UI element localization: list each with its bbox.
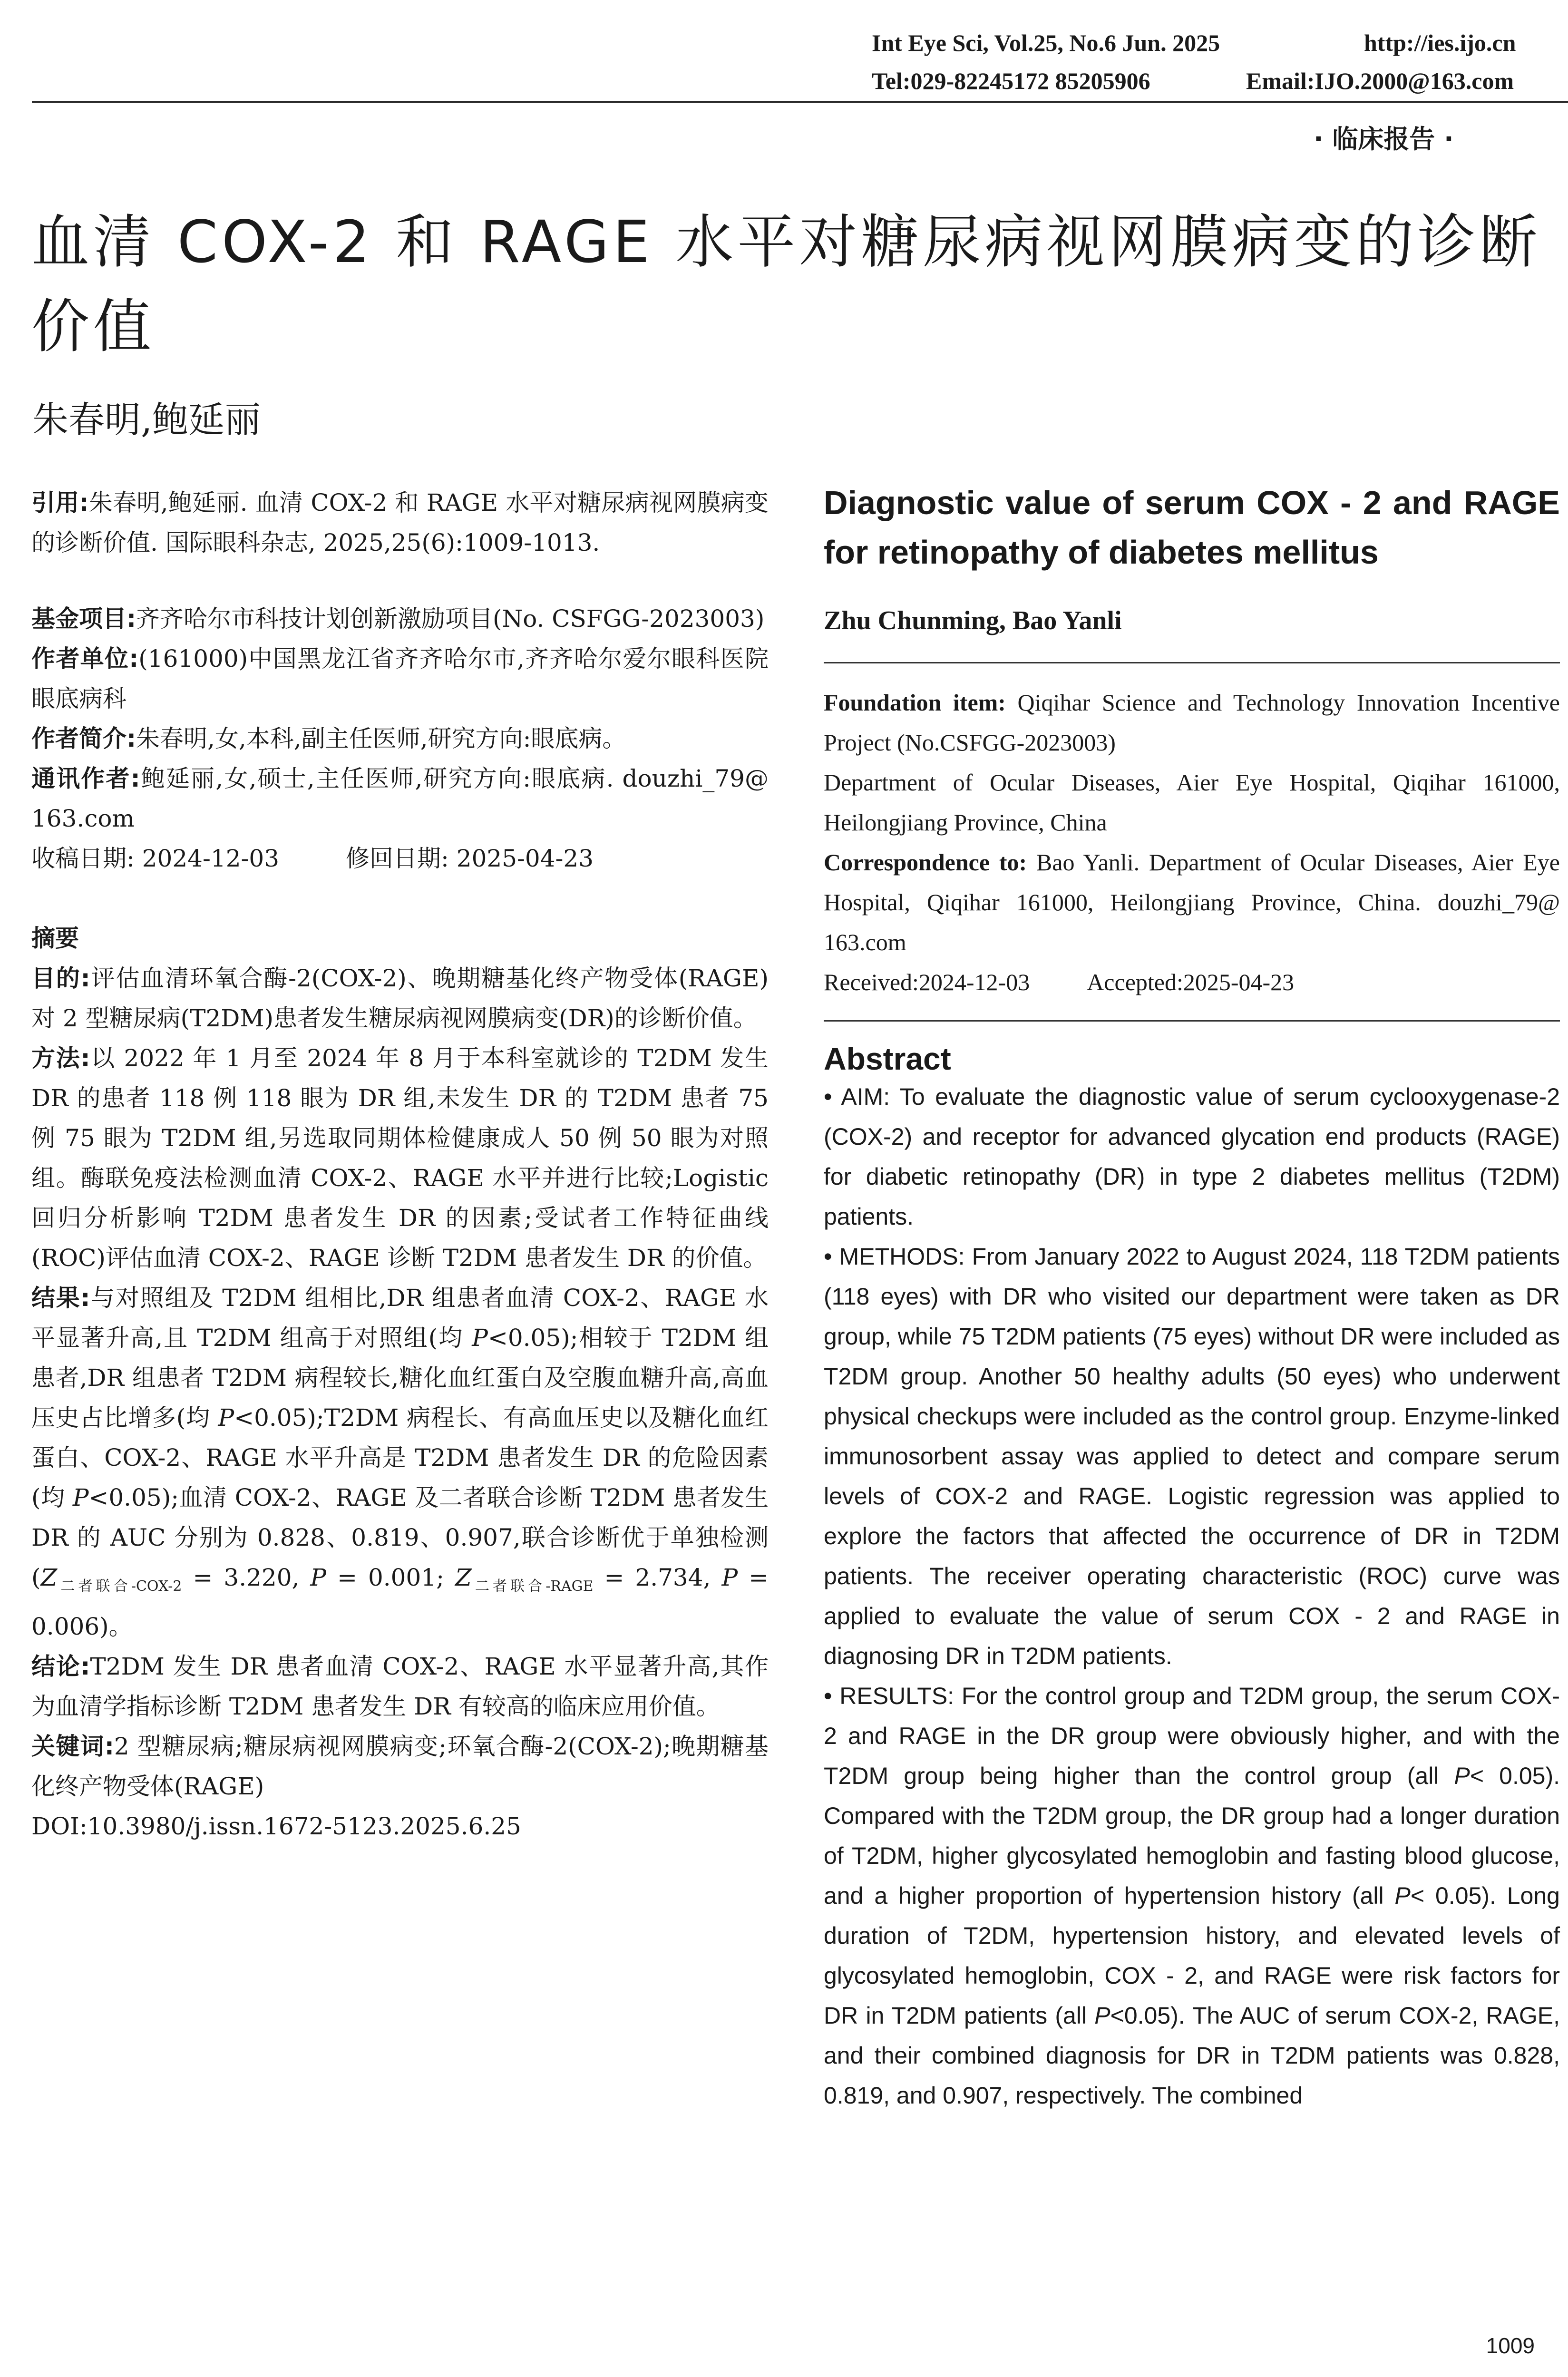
accepted-en: Accepted:2025-04-23 — [1087, 969, 1295, 995]
left-column — [31, 483, 769, 1846]
result-text-d: <0.05);血清 COX-2、RAGE 及二者联合诊断 T2DM 患者发生 DR 的 AUC 分别为 0.828、0.819、0.907,联合诊断优于单独检测( — [31, 1484, 769, 1591]
z-symbol: Z — [40, 1564, 58, 1591]
methods-en: • METHODS: From January 2022 to August 2024, 118 T2DM patients (118 eyes) with DR who visited our department were taken as DR group, while 75 T2DM patients (75 eyes) without DR were included as T2DM group. Another 50 healthy adults (50 eyes) who underwent physical checkups were included as the control group. Enzyme-linked immunosorbent assay was applied to detect and compare serum levels of COX-2 and RAGE. Logistic regression was applied to explore the factors that affected the occurrence of DR in T2DM patients. The receiver operating characteristic (ROC) curve was applied to evaluate the value of serum COX - 2 and RAGE in diagnosing DR in T2DM patients. — [824, 1243, 1560, 1669]
aim-cn — [31, 958, 769, 1038]
received-en: Received:2024-12-03 — [824, 969, 1030, 995]
header-rule — [32, 101, 1568, 103]
author-rule — [824, 662, 1560, 663]
result-text-f: = 0.001; — [326, 1564, 455, 1591]
bio — [31, 719, 769, 759]
results-en — [824, 1676, 1560, 2115]
keywords-cn — [31, 1726, 769, 1806]
p-symbol: P — [1094, 2002, 1110, 2029]
info-rule — [824, 1020, 1560, 1022]
result-text-a: 与对照组及 T2DM 组相比,DR 组患者血清 COX-2、RAGE 水平显著升高,且 T2DM 组高于对照组(均 — [31, 1284, 769, 1352]
result-cn — [31, 1278, 769, 1646]
fund-label: 基金项目: — [31, 605, 136, 633]
abstract-body-en — [824, 1077, 1560, 2115]
citation-text: 朱春明,鲍延丽. 血清 COX-2 和 RAGE 水平对糖尿病视网膜病变的诊断价值. 国际眼科杂志, 2025,25(6):1009-1013. — [31, 489, 769, 556]
method-text: 以 2022 年 1 月至 2024 年 8 月于本科室就诊的 T2DM 发生 DR 的患者 118 例 118 眼为 DR 组,未发生 DR 的 T2DM 患者 75 例 75 眼为 T2DM 组,另选取同期体检健康成人 50 例 50 眼为对照组。酶联免疫法检测血清 COX-2、RAGE 水平并进行比较;Logistic 回归分析影响 T2DM 患者发生 DR 的因素;受试者工作特征曲线(ROC)评估血清 COX-2、RAGE 诊断 T2DM 患者发生 DR 的价值。 — [31, 1044, 769, 1272]
p-symbol: P — [310, 1564, 327, 1591]
result-text-c: <0.05);T2DM 病程长、有高血压史以及糖化血红蛋白、COX-2、RAGE 水平升高是 T2DM 患者发生 DR 的危险因素(均 — [31, 1404, 769, 1511]
method-label: 方法: — [31, 1044, 90, 1072]
result-text-b: <0.05);相较于 T2DM 组患者,DR 组患者 T2DM 病程较长,糖化血红蛋白及空腹血糖升高,高血压史占比增多(均 — [31, 1324, 769, 1432]
unit-text: (161000)中国黑龙江省齐齐哈尔市,齐齐哈尔爱尔眼科医院眼底病科 — [31, 645, 769, 712]
p-symbol: P — [1394, 1882, 1411, 1909]
right-column — [824, 478, 1560, 2115]
citation — [31, 483, 769, 563]
method-cn — [31, 1038, 769, 1278]
unit-label: 作者单位: — [31, 645, 139, 672]
conclusion-text: T2DM 发生 DR 患者血清 COX-2、RAGE 水平显著升高,其作为血清学指标诊断 T2DM 患者发生 DR 有较高的临床应用价值。 — [31, 1653, 769, 1720]
result-text-e: = 3.220, — [182, 1564, 311, 1591]
results-text-b: < 0.05). Compared with the T2DM group, the DR group had a longer duration of T2DM, higher glycosylated hemoglobin and fasting blood glucose, and a higher proportion of hypertension history (all — [824, 1763, 1560, 1909]
foundation-label: Foundation item: — [824, 689, 1006, 716]
conclusion-label: 结论: — [31, 1653, 90, 1680]
corr-text: 鲍延丽,女,硕士,主任医师,研究方向:眼底病. douzhi_79@ 163.com — [31, 765, 769, 832]
english-title: Diagnostic value of serum COX - 2 and RAGE for retinopathy of diabetes mellitus — [824, 484, 1560, 571]
dates-cn — [31, 838, 769, 878]
correspondence-cn — [31, 759, 769, 838]
foundation-text: Qiqihar Science and Technology Innovation Incentive Project (No.CSFGG-2023003) — [824, 689, 1560, 756]
results-text-c: < 0.05). Long duration of T2DM, hypertension history, and elevated levels of glycosylated hemoglobin, COX - 2, and RAGE were risk factors for DR in T2DM patients (all — [824, 1882, 1560, 2029]
bio-text: 朱春明,女,本科,副主任医师,研究方向:眼底病。 — [136, 725, 626, 752]
correspondence-en — [824, 842, 1560, 962]
authors-cn: 朱春明,鲍延丽 — [32, 399, 261, 441]
keywords-label: 关键词: — [31, 1733, 114, 1760]
corr-label: 通讯作者: — [31, 765, 140, 792]
english-authors: Zhu Chunming, Bao Yanli — [824, 606, 1122, 635]
revised-cn: 修回日期: 2025-04-23 — [346, 845, 594, 872]
p-symbol: P — [1454, 1763, 1470, 1789]
fund — [31, 599, 769, 639]
unit — [31, 639, 769, 719]
department-en: Department of Ocular Diseases, Aier Eye Hospital, Qiqihar 161000, Heilongjiang Province, China — [824, 769, 1560, 836]
results-text-a: • RESULTS: For the control group and T2DM group, the serum COX-2 and RAGE in the DR group were obviously higher, and with the T2DM group being higher than the control group (all — [824, 1683, 1560, 1789]
p-symbol: P — [218, 1404, 234, 1432]
z-subscript: 二者联合-RAGE — [471, 1578, 594, 1595]
correspondence-text: Bao Yanli. Department of Ocular Diseases, Aier Eye Hospital, Qiqihar 161000, Heilongjiang Province, China. douzhi_79@ 163.com — [824, 849, 1560, 955]
journal-email: Email:IJO.2000@163.com — [1246, 68, 1514, 94]
doi[interactable]: DOI:10.3980/j.issn.1672-5123.2025.6.25 — [31, 1812, 521, 1840]
page-number: 1009 — [1486, 2333, 1535, 2358]
p-symbol: P — [472, 1324, 488, 1352]
foundation-en — [824, 682, 1560, 762]
aim-label: 目的: — [31, 964, 90, 992]
bio-label: 作者简介: — [31, 725, 136, 752]
result-text-h: = 0.006)。 — [31, 1564, 769, 1640]
conclusion-cn — [31, 1646, 769, 1726]
abstract-heading: Abstract — [824, 1041, 951, 1076]
citation-label: 引用: — [31, 489, 89, 516]
p-symbol: P — [721, 1564, 738, 1591]
result-label: 结果: — [31, 1284, 90, 1312]
english-info — [824, 682, 1560, 1002]
aim-en: • AIM: To evaluate the diagnostic value of serum cyclooxygenase-2 (COX-2) and receptor for advanced glycation end products (RAGE) for diabetic retinopathy (DR) in type 2 diabetes mellitus (T2DM) patients. — [824, 1083, 1560, 1230]
keywords-text: 2 型糖尿病;糖尿病视网膜病变;环氧合酶-2(COX-2);晚期糖基化终产物受体(RAGE) — [31, 1733, 769, 1800]
journal-url: http://ies.ijo.cn — [1364, 29, 1516, 56]
page-title: 血清 COX-2 和 RAGE 水平对糖尿病视网膜病变的诊断价值 — [31, 208, 1541, 360]
z-subscript: 二者联合-COX-2 — [57, 1578, 182, 1595]
result-text-g: = 2.734, — [593, 1564, 722, 1591]
results-text-d: <0.05). The AUC of serum COX-2, RAGE, and their combined diagnosis for DR in T2DM patients was 0.828, 0.819, and 0.907, respectively. The combined — [824, 2002, 1560, 2109]
aim-text: 评估血清环氧合酶-2(COX-2)、晚期糖基化终产物受体(RAGE)对 2 型糖尿病(T2DM)患者发生糖尿病视网膜病变(DR)的诊断价值。 — [31, 964, 769, 1032]
dates-en — [824, 962, 1560, 1002]
journal-line: Int Eye Sci, Vol.25, No.6 Jun. 2025 — [872, 29, 1220, 56]
abstract-label-cn: 摘要 — [31, 925, 79, 952]
p-symbol: P — [72, 1484, 89, 1511]
correspondence-label: Correspondence to: — [824, 849, 1027, 876]
fund-text: 齐齐哈尔市科技计划创新激励项目(No. CSFGG-2023003) — [136, 605, 765, 633]
section-tag: · 临床报告 · — [1314, 124, 1454, 154]
z-symbol: Z — [455, 1564, 472, 1591]
journal-tel: Tel:029-82245172 85205906 — [872, 68, 1150, 94]
received-cn: 收稿日期: 2024-12-03 — [31, 845, 280, 872]
